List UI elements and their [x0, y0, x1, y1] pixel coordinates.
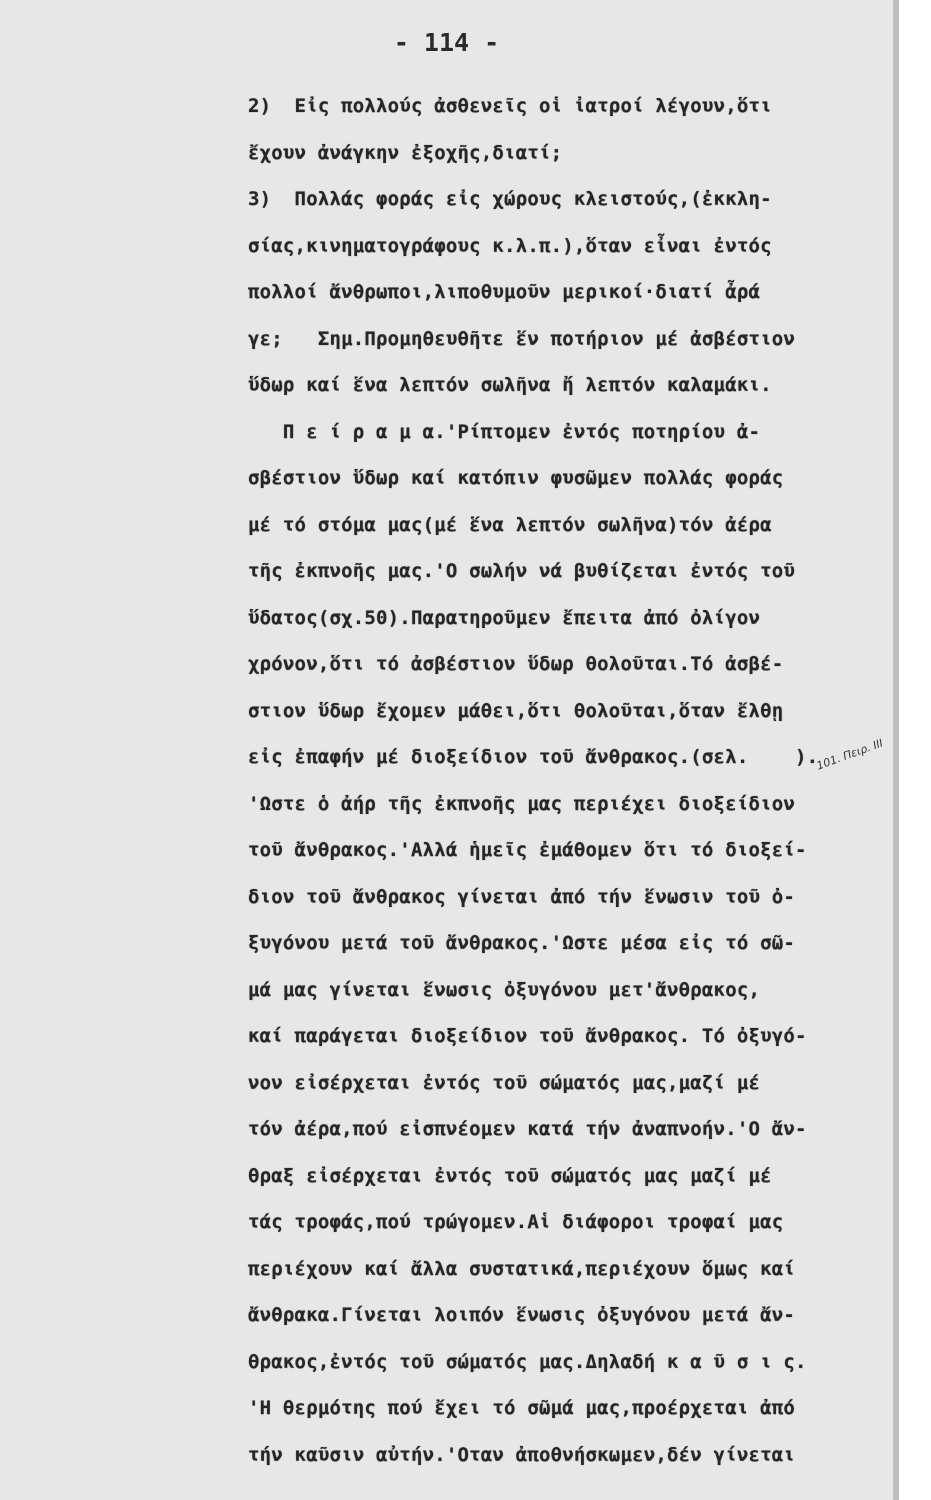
text-line: χρόνον,ὅτι τό ἀσβέστιον ὕδωρ θολοῦται.Τό ἀσβέ- — [248, 653, 784, 675]
handwritten-marginal-note: 101. Πειρ. III — [814, 736, 885, 773]
text-line: 'Η θερμότης πού ἔχει τό σῶμά μας,προέρχεται ἀπό — [248, 1397, 796, 1419]
text-line: καί παράγεται διοξείδιον τοῦ ἄνθρακος. Τό ὀξυγό- — [248, 1025, 807, 1047]
text-line: διον τοῦ ἄνθρακος γίνεται ἀπό τήν ἕνωσιν τοῦ ὀ- — [248, 885, 796, 908]
text-line: τῆς ἐκπνοῆς μας.'Ο σωλήν νά βυθίζεται ἐντός τοῦ — [248, 560, 796, 582]
text-line: θρακος,ἐντός τοῦ σώματός μας.Δηλαδή κ α ῦ σ ι ς. — [248, 1350, 807, 1373]
text-line: περιέχουν καί ἄλλα συστατικά,περιέχουν ὅμως καί — [248, 1257, 796, 1280]
scan-right-border — [893, 0, 931, 1500]
text-line: ἄνθρακα.Γίνεται λοιπόν ἕνωσις ὀξυγόνου μετά ἄν- — [248, 1304, 796, 1326]
text-line: τάς τροφάς,πού τρώγομεν.Αἱ διάφοροι τροφαί μας — [248, 1211, 784, 1233]
text-line: νον εἰσέρχεται ἐντός τοῦ σώματός μας,μαζί μέ — [248, 1071, 761, 1094]
text-line: στιον ὕδωρ ἔχομεν μάθει,ὅτι θολοῦται,ὅταν ἔλθῃ — [248, 699, 784, 722]
text-line: σίας,κινηματογράφους κ.λ.π.),ὅταν εἶναι ἐντός — [248, 234, 772, 257]
text-line: γε; Σημ.Προμηθευθῆτε ἕν ποτήριον μέ ἀσβέστιον — [248, 327, 796, 350]
text-line: 2) Εἰς πολλούς ἀσθενεῖς οἱ ἰατροί λέγουν,ὅτι — [248, 95, 772, 117]
text-line: μέ τό στόμα μας(μέ ἕνα λεπτόν σωλῆνα)τόν ἀέρα — [248, 513, 772, 536]
text-line: εἰς ἐπαφήν μέ διοξείδιον τοῦ ἄνθρακος.(σελ. ). — [248, 746, 819, 768]
text-line: ὕδωρ καί ἕνα λεπτόν σωλῆνα ἤ λεπτόν καλαμάκι. — [248, 374, 772, 396]
text-line: θραξ εἰσέρχεται ἐντός τοῦ σώματός μας μαζί μέ — [248, 1164, 772, 1187]
text-line: μά μας γίνεται ἕνωσις ὀξυγόνου μετ'ἄνθρακος, — [248, 978, 761, 1001]
text-line: 'Ωστε ὁ ἀήρ τῆς ἐκπνοῆς μας περιέχει διοξείδιον — [248, 792, 796, 815]
page-number: - 114 - — [393, 28, 500, 57]
text-line: σβέστιον ὕδωρ καί κατόπιν φυσῶμεν πολλάς φοράς — [248, 467, 784, 489]
text-line: Π ε ί ρ α μ α.'Ρίπτομεν ἐντός ποτηρίου ἀ- — [248, 420, 761, 443]
text-line: ὕδατος(σχ.50).Παρατηροῦμεν ἔπειτα ἀπό ὀλίγον — [248, 606, 761, 629]
text-line: τήν καῦσιν αὐτήν.'Οταν ἀποθνήσκωμεν,δέν γίνεται — [248, 1443, 796, 1466]
text-line: ἔχουν ἀνάγκην ἐξοχῆς,διατί; — [248, 141, 563, 164]
text-line: τοῦ ἄνθρακος.'Αλλά ἡμεῖς ἐμάθομεν ὅτι τό διοξεί- — [248, 839, 807, 861]
text-line: ξυγόνου μετά τοῦ ἄνθρακος.'Ωστε μέσα εἰς τό σῶ- — [248, 932, 796, 954]
text-line: πολλοί ἄνθρωποι,λιποθυμοῦν μερικοί·διατί ἆρά — [248, 281, 761, 303]
text-line: τόν ἀέρα,πού εἰσπνέομεν κατά τήν ἀναπνοήν.'Ο ἄν- — [248, 1118, 807, 1140]
text-line: 3) Πολλάς φοράς εἰς χώρους κλειστούς,(ἐκκλη- — [248, 188, 772, 210]
